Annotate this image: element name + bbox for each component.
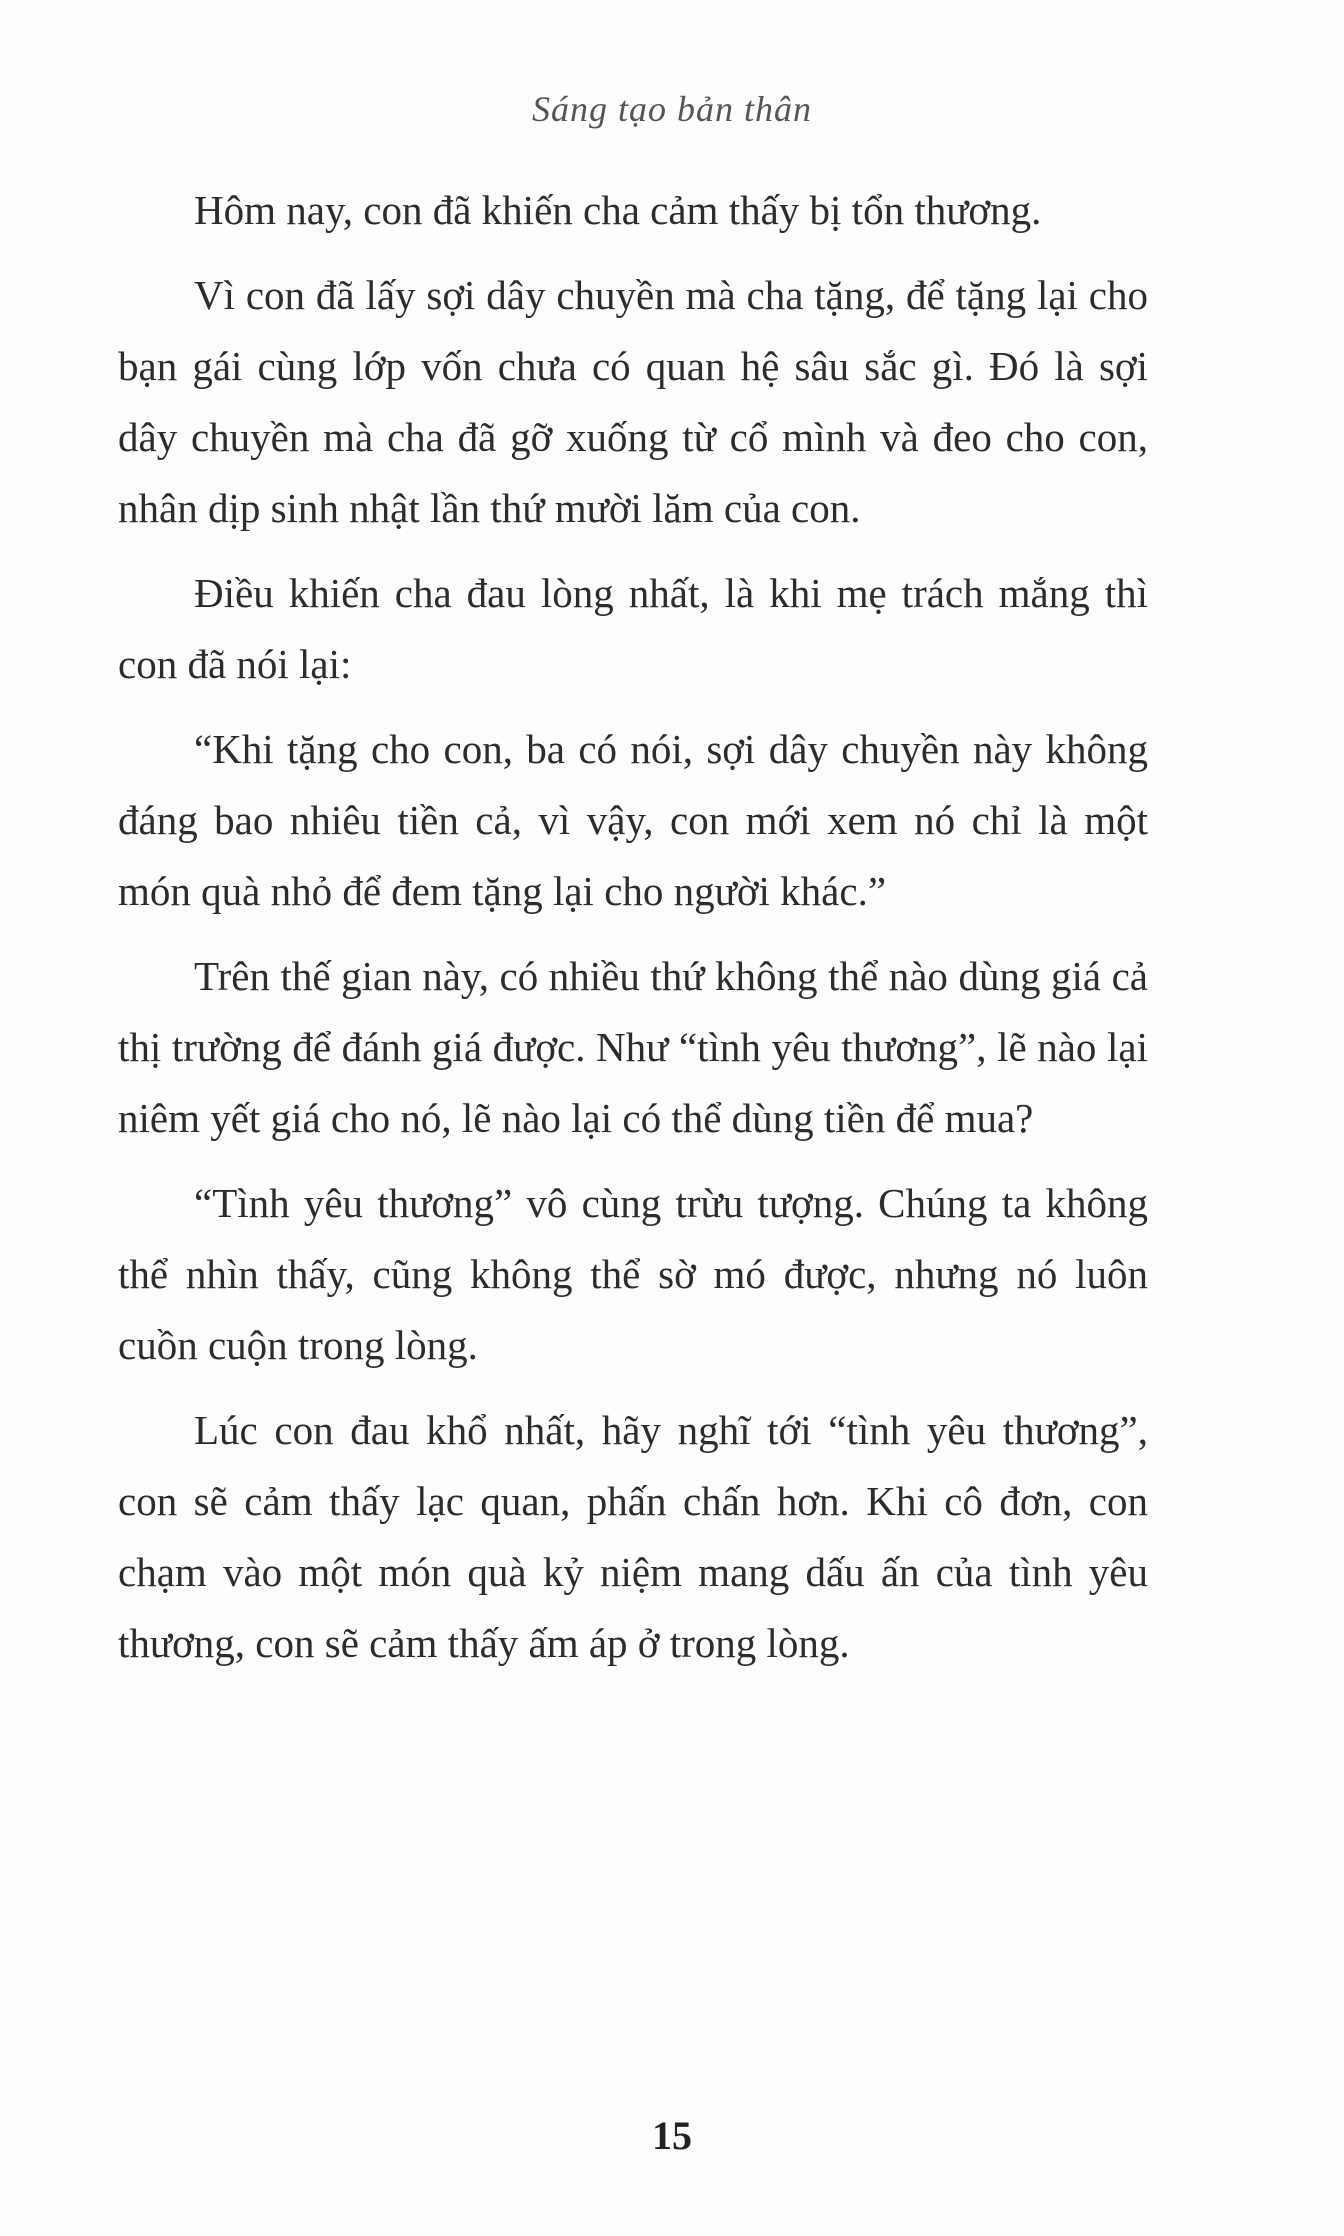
body-text: [118, 175, 1148, 1693]
paragraph: “Tình yêu thương” vô cùng trừu tượng. Chúng ta không thể nhìn thấy, cũng không thể sờ mó được, nhưng nó luôn cuồn cuộn trong lòng.: [118, 1180, 1148, 1368]
paragraph: Vì con đã lấy sợi dây chuyền mà cha tặng, để tặng lại cho bạn gái cùng lớp vốn chưa có quan hệ sâu sắc gì. Đó là sợi dây chuyền mà cha đã gỡ xuống từ cổ mình và đeo cho con, nhân dịp sinh nhật lần thứ mười lăm của con.: [118, 272, 1148, 531]
running-header: Sáng tạo bản thân: [531, 89, 812, 129]
paragraph: Trên thế gian này, có nhiều thứ không thể nào dùng giá cả thị trường để đánh giá được. Như “tình yêu thương”, lẽ nào lại niêm yết giá cho nó, lẽ nào lại có thể dùng tiền để mua?: [118, 953, 1148, 1141]
paragraph: Lúc con đau khổ nhất, hãy nghĩ tới “tình yêu thương”, con sẽ cảm thấy lạc quan, phấn chấn hơn. Khi cô đơn, con chạm vào một món quà kỷ niệm mang dấu ấn của tình yêu thương, con sẽ cảm thấy ấm áp ở trong lòng.: [118, 1407, 1148, 1666]
paragraph: Điều khiến cha đau lòng nhất, là khi mẹ trách mắng thì con đã nói lại:: [118, 570, 1148, 687]
paragraph: Hôm nay, con đã khiến cha cảm thấy bị tổn thương.: [194, 187, 1042, 233]
paragraph: “Khi tặng cho con, ba có nói, sợi dây chuyền này không đáng bao nhiêu tiền cả, vì vậy, con mới xem nó chỉ là một món quà nhỏ để đem tặng lại cho người khác.”: [118, 726, 1148, 914]
page-number: 15: [652, 2113, 692, 2158]
